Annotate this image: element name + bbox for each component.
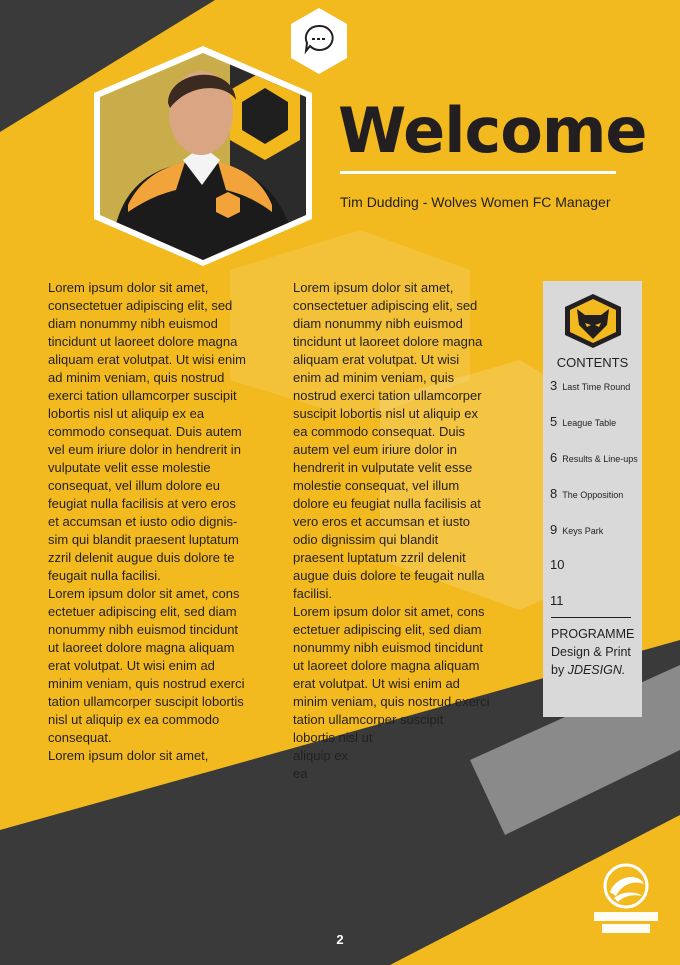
contents-entry[interactable] bbox=[550, 521, 603, 539]
contents-entry[interactable] bbox=[550, 377, 630, 395]
design-print-label: Design & Print bbox=[551, 645, 631, 659]
credit-brand: JDESIGN. bbox=[567, 663, 626, 677]
programme-credit bbox=[551, 625, 634, 679]
entry-label: Last Time Round bbox=[562, 382, 631, 392]
programme-label: PROGRAMME bbox=[551, 627, 635, 641]
page-subtitle: Tim Dudding - Wolves Women FC Manager bbox=[340, 194, 611, 210]
entry-label: League Table bbox=[562, 418, 617, 428]
entry-label: Keys Park bbox=[562, 526, 604, 536]
entry-page-number: 6 bbox=[550, 450, 558, 465]
contents-title: CONTENTS bbox=[556, 355, 629, 370]
entry-label: Results & Line-ups bbox=[562, 454, 638, 464]
page-number: 2 bbox=[336, 932, 344, 947]
contents-panel bbox=[543, 281, 642, 717]
contents-entry[interactable] bbox=[550, 592, 569, 610]
entry-label: The Opposition bbox=[562, 490, 624, 500]
entry-page-number: 9 bbox=[550, 522, 558, 537]
entry-page-number: 3 bbox=[550, 378, 558, 393]
entry-page-number: 5 bbox=[550, 414, 558, 429]
entry-page-number: 11 bbox=[550, 593, 564, 608]
badge-hexagon bbox=[291, 8, 347, 74]
wolves-crest-icon bbox=[563, 293, 623, 349]
contents-divider bbox=[551, 617, 631, 618]
entry-page-number: 10 bbox=[550, 557, 565, 572]
fa-wsl-logo bbox=[586, 862, 666, 942]
entry-page-number: 8 bbox=[550, 486, 558, 501]
contents-entry[interactable] bbox=[550, 449, 638, 467]
title-underline bbox=[340, 171, 616, 174]
speech-bubble-badge bbox=[288, 6, 350, 76]
contents-entry[interactable] bbox=[550, 485, 623, 503]
credit-line bbox=[551, 661, 634, 679]
page-title: Welcome bbox=[338, 94, 647, 167]
body-column-2: Lorem ipsum dolor sit amet, consectetuer adipiscing elit, sed diam nonummy nibh euismod tincidunt ut laoreet dolore magna aliquam erat volutpat. Ut wisi enim ad minim veniam, quis nostrud exerci tation ullamcorper suscipit lobortis nisl ut aliquip ex ea commodo consequat. Duis autem vel eum iriure dolor in hendrerit in vulputate velit esse molestie consequat, vel illum dolore eu feugiat nulla facilisis at vero eros et accumsan et iusto odio dignissim qui blandit praesent luptatum zzril delenit augue duis dolore te feugait nulla facilisi. Lorem ipsum dolor sit amet, cons ectetuer adipiscing elit, sed diam nonummy nibh euismod tincidunt ut laoreet dolore magna aliquam erat volutpat. Ut wisi enim ad minim veniam, quis nostrud exerci tation ullamcorper suscipit lobortis nisl ut aliquip ex ea bbox=[293, 280, 490, 781]
contents-entry[interactable] bbox=[550, 413, 616, 431]
body-column-1: Lorem ipsum dolor sit amet, consectetuer adipiscing elit, sed diam nonummy nibh euismod tincidunt ut laoreet dolore magna aliquam erat volutpat. Ut wisi enim ad minim veniam, quis nostrud exerci tation ullamcorper suscipit lobortis nisl ut aliquip ex ea commodo consequat. Duis autem vel eum iriure dolor in hendrerit in vulputate velit esse molestie consequat, vel illum dolore eu feugiat nulla facilisis at vero eros et accumsan et iusto odio dignis- sim qui blandit praesent luptatum zzril delenit augue duis dolore te feugait nulla facilisi. Lorem ipsum dolor sit amet, cons ectetuer adipiscing elit, sed diam nonummy nibh euismod tincidunt ut laoreet dolore magna aliquam erat volutpat. Ut wisi enim ad minim veniam, quis nostrud exerci tation ullamcorper suscipit lobortis nisl ut aliquip ex ea commodo consequat. Lorem ipsum dolor sit amet, bbox=[48, 280, 246, 763]
credit-by: by bbox=[551, 663, 565, 677]
contents-entry[interactable] bbox=[550, 556, 569, 574]
